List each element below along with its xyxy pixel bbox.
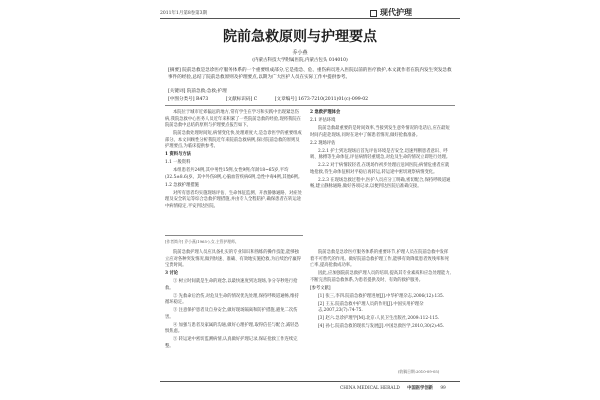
article-number: [文章编号] 1673-7210(2011)01(c)-099-02	[274, 97, 369, 102]
abstract: [摘要] 院前急救是急诊医疗服务体系的一个重要组成部分,它是指急、危、重伤病员进入医院以前的医疗救护,本文就作者在院内发生突发急救事件的经验,总结了院前急救原则及护理要点,以期为广大医护人员在实际工作中提供参考。	[168, 68, 452, 81]
body-paragraph: 2.2.3 在现场急救过程中,医护人员应分工明确,密切配合,保持呼吸道通畅,建立静脉通路,做好各项记录,以便到达医院后准确交接。	[310, 177, 451, 190]
document-code: [文献标识码] C	[225, 97, 258, 102]
issue-info: 2011年1月第8卷第3期	[160, 11, 208, 16]
received-date: (收稿日期:2010-09-05)	[398, 369, 440, 374]
subsection-heading: 2.2 现场评估	[310, 140, 336, 146]
keywords: [关键词] 院前急救;急救;护理	[168, 89, 227, 94]
principle-item: ① 树立时间就是生命的观念,以最快速度到达现场,争分夺秒进行抢救。	[165, 279, 298, 291]
body-paragraph: 院前急救是急诊医疗服务体系的重要环节,护理人员在院前急救中发挥着不可替代的作用。做好院前急救护理工作,能够有效降低患者致残率和死亡率,提高抢救成功率。	[310, 250, 449, 269]
principle-item: ③ 注意保护患者及自身安全,做好现场隔离和防护措施,避免二次伤害。	[165, 308, 298, 320]
principle-item: ② 先救命后治伤,对危及生命的情况优先处理,保持呼吸道通畅,维持循环稳定。	[165, 293, 299, 306]
article-author: 乔小燕	[292, 50, 308, 56]
body-paragraph: 2.2.1 护士到达现场后首先评估环境是否安全,迅速判断患者意识、呼吸、脉搏等生命体征,评估病情轻重缓急,对危及生命的情况立即进行处理。	[310, 148, 451, 161]
journal-name-cn: 中国医学创新	[407, 386, 433, 391]
body-paragraph: 2.2.2 对于病情较轻者,在现场作初步处理后送回医院;病情危重者应就地抢救,待生命体征相对平稳后再转运,转运途中密切观察病情变化。	[310, 163, 450, 175]
intro-paragraph: 院前急救处理时间短,病情变化快,处理难度大,是急诊医学的重要组成部分。本文回顾性分析我院近年来院前急救病例,探讨院前急救的原则及护理要点,为临床提供参考。	[165, 131, 302, 150]
body-paragraph: 本组患者共24例,其中男性15例,女性9例;年龄18~65岁,平均(32.5±8.6)岁。其中外伤8例,心脑血管疾病6例,急性中毒4例,其他6例。	[165, 168, 303, 180]
principle-item: ⑤ 转运途中密切监测病情,认真做好护理记录,保证抢救工作连续完整。	[165, 337, 298, 350]
reference-item: [2] 王五.院前急救中护理人员的作用[J].中国实用护理杂志,2007,23(7):74-75.	[318, 301, 424, 314]
author-footnote: [作者简介] 乔小燕(1965-),女,主管护理师。	[165, 239, 239, 244]
principle-item: ④ 加强与患者及家属的沟通,做好心理护理,取得信任与配合,减轻恐惧焦虑。	[165, 322, 299, 335]
reference-item: [4] 孙七.院前急救的现状与发展[J].中国急救医学,2010,30(2):45.	[318, 324, 445, 330]
page-number: 99	[440, 386, 446, 391]
section-heading: 3 讨论	[165, 271, 179, 277]
subsection-heading: 1.1 一般资料	[165, 160, 191, 166]
left-column	[165, 110, 303, 212]
section-label	[370, 7, 412, 18]
section-heading: 2 急救护理体会	[310, 110, 341, 115]
section-marker-icon	[370, 10, 377, 17]
subsection-heading: 1.2 急救护理措施	[165, 182, 199, 188]
body-paragraph: 对所有患者均实施现场评估、生命体征监测、开放静脉通路、对症处理及安全转运等综合急救护理措施,并由专人全程陪护,确保患者在转运途中病情稳定,平安到达医院。	[165, 190, 302, 210]
subsection-heading: 2.1 评估环境	[310, 117, 336, 123]
footer-rule	[160, 381, 460, 382]
body-paragraph: 院前急救最重要的是时间效率,当接到发生意外情况的电话后,应在最短时间内赶赴现场,同时在途中了解患者情况,做好抢救准备。	[310, 125, 450, 138]
footnote-rule	[165, 235, 303, 236]
classification-meta	[168, 96, 452, 102]
author-affiliation: (内蒙古科技大学附属医院,内蒙古包头 014010)	[252, 58, 348, 63]
lower-left-column	[165, 250, 303, 352]
section-heading: 1 资料与方法	[165, 152, 191, 158]
section-name: 现代护理	[380, 7, 412, 17]
body-paragraph: 因此,应加强院前急救护理人员的培训,提高其专业素质和应急处理能力,不断完善院前急救体系,为患者提供及时、有效的救护服务。	[310, 271, 452, 283]
clc-number: [中图分类号] R473	[168, 97, 209, 102]
references-heading: [参考文献]	[310, 285, 331, 291]
reference-item: [3] 赵六.急诊护理学[M].北京:人民卫生出版社,2009:112-115.	[318, 316, 440, 322]
article-title: 院前急救原则与护理要点	[223, 29, 377, 45]
reference-item: [1] 张三,李四.院前急救护理进展[J].中华护理杂志,2006(12):135.	[318, 293, 445, 299]
page-footer	[340, 385, 446, 391]
body-paragraph: 院前急救护理人员应具备扎实的专业知识和熟练的操作技能,能够独立应对各种突发情况,做到快速、准确、有效地实施抢救,为后续治疗赢得宝贵时间。	[165, 250, 301, 269]
right-column	[310, 110, 452, 192]
lower-right-column	[310, 250, 452, 332]
meta-rule	[165, 105, 455, 106]
header-rule	[160, 18, 460, 19]
journal-name: CHINA MEDICAL HERALD	[340, 386, 400, 391]
intro-paragraph: 本院位于城市近郊偏远的地方,常有学生在学习和实践中出现紧急伤病,我院急救中心医务人员近年来积累了一些院前急救的经验,现将我院在院前急救中总结的原则与护理要点报告如下。	[165, 110, 301, 129]
